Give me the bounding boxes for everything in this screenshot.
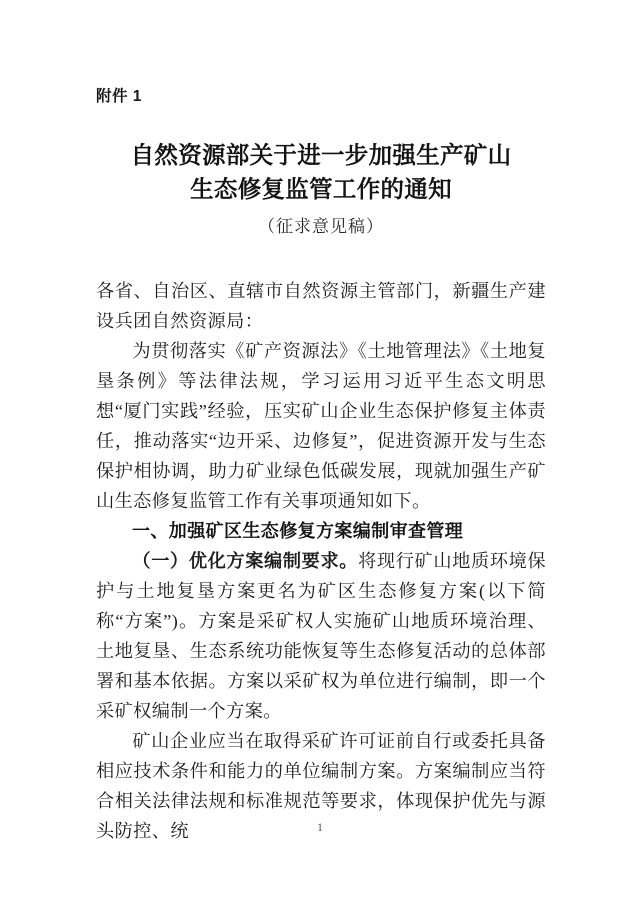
- body-paragraph-1: 为贯彻落实《矿产资源法》《土地管理法》《土地复垦条例》等法律法规，学习运用习近平生态文明思想“厦门实践”经验，压实矿山企业生态保护修复主体责任，推动落实“边开采、边修复”，促进资源开发与生态保护相协调，助力矿业绿色低碳发展，现就加强生产矿山生态修复监管工作有关事项通知如下。: [96, 341, 546, 511]
- attachment-label: 附件 1: [96, 88, 142, 105]
- subsection-lead-label: （一）优化方案编制要求。: [132, 551, 359, 571]
- subsection-body-text: 将现行矿山地质环境保护与土地复垦方案更名为矿区生态修复方案(以下简称“方案”)。方案是采矿权人实施矿山地质环境治理、土地复垦、生态系统功能恢复等生态修复活动的总体部署和基本依据。方案以采矿权为单位进行编制，即一个采矿权编制一个方案。: [96, 551, 546, 721]
- document-subtitle: （征求意见稿）: [258, 217, 384, 236]
- page-title-line-1: 自然资源部关于进一步加强生产矿山: [130, 142, 512, 168]
- page-title-line-2: 生态修复监管工作的通知: [190, 176, 452, 202]
- document-body: [96, 276, 546, 846]
- section-heading-1: 一、加强矿区生态修复方案编制审查管理: [132, 521, 464, 541]
- salutation-paragraph: 各省、自治区、直辖市自然资源主管部门，新疆生产建设兵团自然资源局：: [96, 281, 546, 331]
- body-paragraph-2: 矿山企业应当在取得采矿许可证前自行或委托具备相应技术条件和能力的单位编制方案。方案编制应当符合相关法律法规和标准规范等要求，体现保护优先与源头防控、统: [96, 731, 546, 841]
- subsection-paragraph-1: [96, 546, 546, 726]
- page-title: [96, 138, 546, 206]
- page-number: 1: [317, 820, 323, 834]
